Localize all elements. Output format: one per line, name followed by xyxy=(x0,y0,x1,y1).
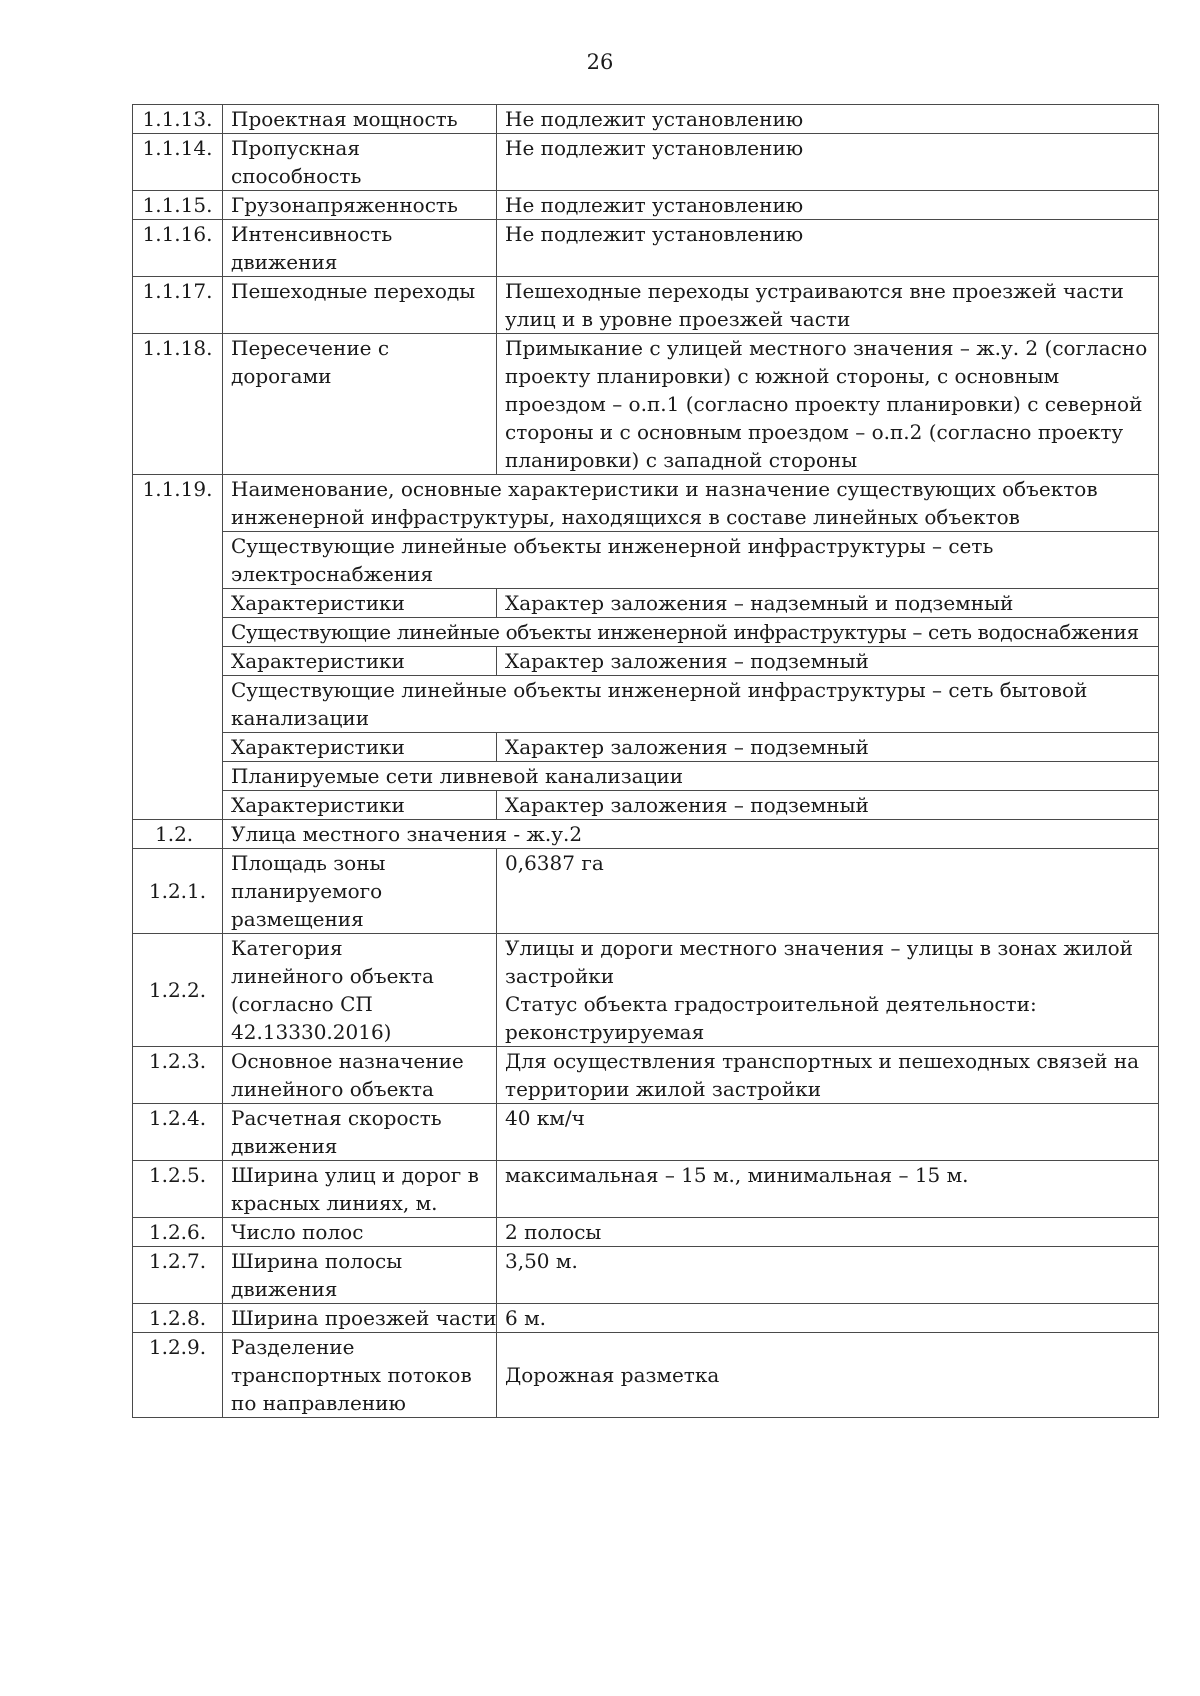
table-row xyxy=(133,1333,1159,1418)
row-number: 1.1.15. xyxy=(133,191,223,220)
row-number: 1.2.2. xyxy=(133,934,223,1047)
table-row xyxy=(133,934,1159,1047)
parameter-name: Пешеходные переходы xyxy=(223,277,497,334)
table-row xyxy=(133,105,1159,134)
table-row xyxy=(133,1247,1159,1304)
table-row xyxy=(133,733,1159,762)
row-number: 1.1.19. xyxy=(133,475,223,820)
parameter-name: Ширина улиц и дорог в красных линиях, м. xyxy=(223,1161,497,1218)
parameter-value: Характер заложения – подземный xyxy=(497,647,1159,676)
row-number: 1.1.16. xyxy=(133,220,223,277)
row-number: 1.2.6. xyxy=(133,1218,223,1247)
parameter-value: 40 км/ч xyxy=(497,1104,1159,1161)
parameter-value: Характер заложения – подземный xyxy=(497,791,1159,820)
section-title: Наименование, основные характеристики и назначение существующих объектов инженерной инфраструктуры, находящихся в составе линейных объектов xyxy=(223,475,1159,532)
table-row xyxy=(133,1047,1159,1104)
parameter-name: Число полос xyxy=(223,1218,497,1247)
parameter-name: Характеристики xyxy=(223,589,497,618)
row-number: 1.2.5. xyxy=(133,1161,223,1218)
row-number: 1.1.14. xyxy=(133,134,223,191)
table-row xyxy=(133,532,1159,589)
parameter-value: Для осуществления транспортных и пешеходных связей на территории жилой застройки xyxy=(497,1047,1159,1104)
table-row xyxy=(133,1218,1159,1247)
parameter-name: Разделение транспортных потоков по направлению xyxy=(223,1333,497,1418)
subsection-heading: Планируемые сети ливневой канализации xyxy=(223,762,1159,791)
parameter-name: Основное назначение линейного объекта xyxy=(223,1047,497,1104)
parameter-name: Характеристики xyxy=(223,791,497,820)
parameter-value: 2 полосы xyxy=(497,1218,1159,1247)
row-number: 1.2.8. xyxy=(133,1304,223,1333)
row-number: 1.2.1. xyxy=(133,849,223,934)
parameter-value-line: Статус объекта градостроительной деятельности: реконструируемая xyxy=(505,992,1037,1044)
table-row xyxy=(133,849,1159,934)
table-row xyxy=(133,1304,1159,1333)
spec-table xyxy=(132,104,1159,1418)
subsection-heading: Существующие линейные объекты инженерной инфраструктуры – сеть водоснабжения xyxy=(223,618,1159,647)
parameter-value xyxy=(497,934,1159,1047)
parameter-value: 6 м. xyxy=(497,1304,1159,1333)
parameter-name xyxy=(223,934,497,1047)
table-row xyxy=(133,618,1159,647)
parameter-value: Примыкание с улицей местного значения – ж.у. 2 (согласно проекту планировки) с южной стороны, с основным проездом – о.п.1 (согласно проекту планировки) с северной стороны и с основным проездом – о.п.2 (согласно проекту планировки) с западной стороны xyxy=(497,334,1159,475)
parameter-name: Характеристики xyxy=(223,733,497,762)
parameter-name: Ширина проезжей части xyxy=(223,1304,497,1333)
parameter-name: Пересечение с дорогами xyxy=(223,334,497,475)
page-number: 26 xyxy=(586,50,614,74)
parameter-name-line: (согласно СП 42.13330.2016) xyxy=(231,992,392,1044)
parameter-value-line: Улицы и дороги местного значения – улицы в зонах жилой застройки xyxy=(505,936,1133,988)
parameter-value: Не подлежит установлению xyxy=(497,191,1159,220)
parameter-value: 0,6387 га xyxy=(497,849,1159,934)
row-number: 1.2.7. xyxy=(133,1247,223,1304)
table-row xyxy=(133,820,1159,849)
row-number: 1.2.9. xyxy=(133,1333,223,1418)
parameter-value: Характер заложения – надземный и подземный xyxy=(497,589,1159,618)
table-row xyxy=(133,762,1159,791)
parameter-name-line: Категория линейного объекта xyxy=(231,936,434,988)
row-number: 1.1.18. xyxy=(133,334,223,475)
row-number: 1.1.17. xyxy=(133,277,223,334)
parameter-name: Характеристики xyxy=(223,647,497,676)
parameter-name: Грузонапряженность xyxy=(223,191,497,220)
table-row xyxy=(133,220,1159,277)
table-row xyxy=(133,676,1159,733)
parameter-name: Проектная мощность xyxy=(223,105,497,134)
parameter-value: 3,50 м. xyxy=(497,1247,1159,1304)
table-row xyxy=(133,334,1159,475)
subsection-heading: Существующие линейные объекты инженерной инфраструктуры – сеть электроснабжения xyxy=(223,532,1159,589)
parameter-name: Расчетная скорость движения xyxy=(223,1104,497,1161)
subsection-heading: Существующие линейные объекты инженерной инфраструктуры – сеть бытовой канализации xyxy=(223,676,1159,733)
row-number: 1.2.4. xyxy=(133,1104,223,1161)
parameter-value: максимальная – 15 м., минимальная – 15 м. xyxy=(497,1161,1159,1218)
row-number: 1.2. xyxy=(133,820,223,849)
table-row xyxy=(133,1161,1159,1218)
table-row xyxy=(133,475,1159,532)
parameter-value: Не подлежит установлению xyxy=(497,105,1159,134)
parameter-value: Дорожная разметка xyxy=(497,1333,1159,1418)
parameter-name: Ширина полосы движения xyxy=(223,1247,497,1304)
table-row xyxy=(133,277,1159,334)
row-number: 1.1.13. xyxy=(133,105,223,134)
parameter-value: Пешеходные переходы устраиваются вне проезжей части улиц и в уровне проезжей части xyxy=(497,277,1159,334)
table-row xyxy=(133,1104,1159,1161)
table-row xyxy=(133,589,1159,618)
table-row xyxy=(133,134,1159,191)
parameter-value: Не подлежит установлению xyxy=(497,134,1159,191)
table-row xyxy=(133,791,1159,820)
table-row xyxy=(133,647,1159,676)
table-row xyxy=(133,191,1159,220)
parameter-name: Интенсивность движения xyxy=(223,220,497,277)
parameter-name: Площадь зоны планируемого размещения xyxy=(223,849,497,934)
row-number: 1.2.3. xyxy=(133,1047,223,1104)
parameter-value: Характер заложения – подземный xyxy=(497,733,1159,762)
parameter-value: Не подлежит установлению xyxy=(497,220,1159,277)
parameter-name: Пропускная способность xyxy=(223,134,497,191)
section-title: Улица местного значения - ж.у.2 xyxy=(223,820,1159,849)
